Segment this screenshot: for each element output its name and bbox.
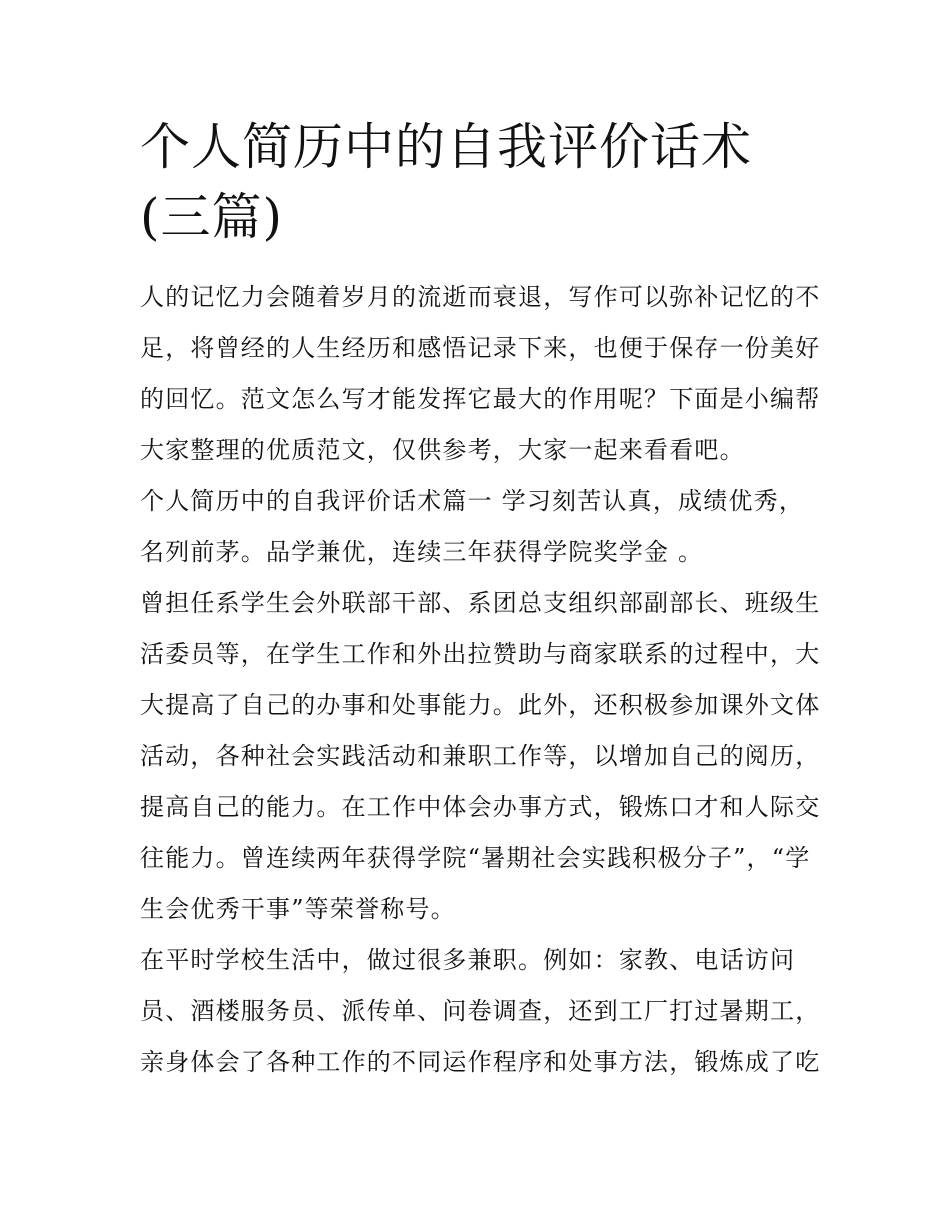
text-line: 员、酒楼服务员、派传单、问卷调查，还到工厂打过暑期工， bbox=[140, 997, 821, 1025]
document-title: 个人简历中的自我评价话术(三篇) bbox=[140, 118, 752, 246]
text-line: 活委员等，在学生工作和外出拉赞助与商家联系的过程中，大 bbox=[140, 640, 821, 668]
text-line: 个人简历中的自我评价话术篇一 学习刻苦认真，成绩优秀， bbox=[140, 487, 805, 515]
text-line: 在平时学校生活中，做过很多兼职。例如：家教、电话访问 bbox=[140, 946, 796, 974]
text-line: 活动，各种社会实践活动和兼职工作等，以增加自己的阅历， bbox=[140, 742, 821, 770]
text-line: 足，将曾经的人生经历和感悟记录下来，也便于保存一份美好 bbox=[140, 334, 821, 362]
text-line: 人的记忆力会随着岁月的流逝而衰退，写作可以弥补记忆的不 bbox=[140, 283, 821, 311]
text-line: 的回忆。范文怎么写才能发挥它最大的作用呢？下面是小编帮 bbox=[140, 385, 821, 413]
text-line: 大提高了自己的办事和处事能力。此外，还积极参加课外文体 bbox=[140, 691, 821, 719]
text-line: 大家整理的优质范文，仅供参考，大家一起来看看吧。 bbox=[140, 436, 745, 464]
text-line: 曾担任系学生会外联部干部、系团总支组织部副部长、班级生 bbox=[140, 589, 821, 617]
document-page bbox=[140, 112, 821, 1088]
text-line: 亲身体会了各种工作的不同运作程序和处事方法，锻炼成了吃 bbox=[140, 1048, 821, 1076]
text-line: 往能力。曾连续两年获得学院“暑期社会实践积极分子”，“学 bbox=[140, 844, 811, 872]
text-line: 生会优秀干事”等荣誉称号。 bbox=[140, 895, 456, 923]
document-body bbox=[140, 272, 821, 1088]
text-line: 提高自己的能力。在工作中体会办事方式，锻炼口才和人际交 bbox=[140, 793, 821, 821]
text-line: 名列前茅。品学兼优，连续三年获得学院奖学金 。 bbox=[140, 538, 704, 566]
